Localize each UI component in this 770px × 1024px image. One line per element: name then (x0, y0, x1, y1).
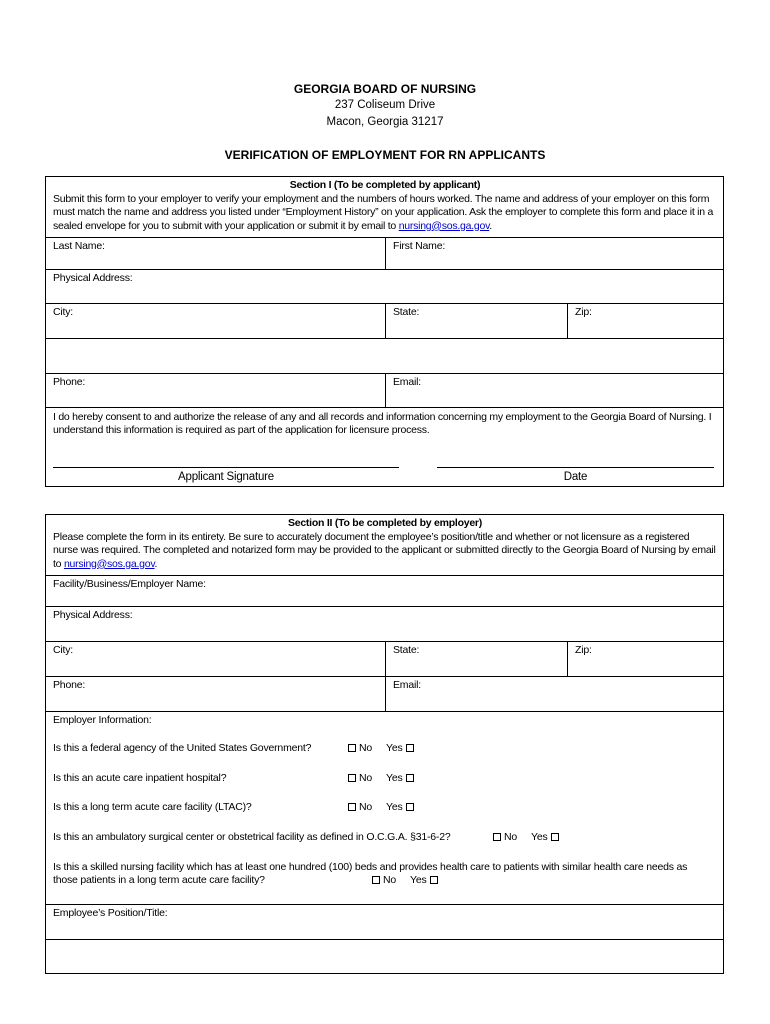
consent-row (46, 407, 723, 487)
applicant-zip-label: Zip: (575, 306, 592, 318)
employer-phone-label: Phone: (53, 679, 86, 691)
question-acute-care: Is this an acute care inpatient hospital? (53, 772, 227, 784)
acute-care-yes-checkbox[interactable] (406, 774, 414, 782)
employer-address-label: Physical Address: (53, 609, 133, 621)
question-ltac: Is this a long term acute care facility (LTAC)? (53, 801, 252, 813)
section-2-instructions-text: Please complete the form in its entirety. Be sure to accurately document the employee’s position/title and whether or not licensure as a registered nurse was required. The completed and notarized form may be provided to the applicant or submitted directly to the Georgia Board of Nursing by email to (53, 531, 716, 570)
no-label: No (383, 874, 397, 886)
section-2-email-link[interactable]: nursing@sos.ga.gov (63, 557, 155, 570)
signature-line[interactable] (53, 467, 399, 468)
no-label: No (504, 831, 518, 843)
skilled-nursing-yes-checkbox[interactable] (430, 876, 438, 884)
yes-label: Yes (386, 742, 403, 754)
applicant-city-label: City: (53, 306, 74, 318)
ambulatory-yes-checkbox[interactable] (551, 833, 559, 841)
employer-city-label: City: (53, 644, 74, 656)
question-ambulatory-surgical: Is this an ambulatory surgical center or obstetrical facility as defined in O.C.G.A. §31-6-2? (53, 831, 451, 843)
yes-label: Yes (386, 772, 403, 784)
position-title-blank-row (46, 939, 723, 974)
section-2-box (45, 514, 724, 974)
position-title-label: Employee’s Position/Title: (53, 907, 168, 919)
first-name-label: First Name: (393, 240, 446, 252)
yes-label: Yes (410, 874, 427, 886)
facility-name-label: Facility/Business/Employer Name: (53, 578, 206, 590)
question-ltac-options (345, 801, 417, 813)
employer-info-label: Employer Information: (53, 714, 152, 726)
org-name: GEORGIA BOARD OF NURSING (293, 82, 477, 96)
applicant-email-label: Email: (393, 376, 421, 388)
consent-text: I do hereby consent to and authorize the release of any and all records and information concerning my employment to the Georgia Board of Nursing. I understand this information is required as part of the application for licensure process. (53, 411, 712, 437)
employer-state-label: State: (393, 644, 420, 656)
applicant-address-row (46, 269, 723, 303)
section-1-instructions-text: Submit this form to your employer to verify your employment and the numbers of hours worked. The name and address of your employer on this form must match the name and address you listed under “Employment History” on your application. Ask the employer to complete this form and place it in a sealed envelope for you to submit with your application or submit it by email to (53, 193, 714, 232)
applicant-contact-row (46, 373, 723, 407)
applicant-address-label: Physical Address: (53, 272, 133, 284)
ltac-yes-checkbox[interactable] (406, 803, 414, 811)
no-label: No (359, 742, 373, 754)
yes-label: Yes (531, 831, 548, 843)
question-skilled-nursing-line1: Is this a skilled nursing facility which has at least one hundred (100) beds and provides health care to patients with similar health care needs as (53, 861, 688, 873)
date-line[interactable] (437, 467, 714, 468)
section-1-title: Section I (To be completed by applicant) (289, 179, 481, 191)
section-1-instructions (53, 193, 717, 233)
section-2-title: Section II (To be completed by employer) (287, 517, 482, 529)
employer-zip-label: Zip: (575, 644, 592, 656)
section-1-box (45, 176, 724, 487)
section-1-email-link[interactable]: nursing@sos.ga.gov (398, 219, 490, 232)
section-1-instructions-end: . (489, 219, 492, 232)
name-row (46, 237, 723, 269)
facility-name-row (46, 575, 723, 606)
question-skilled-nursing-line2: those patients in a long term acute care facility? (53, 874, 265, 886)
section-2-instructions (53, 531, 717, 571)
date-label: Date (563, 471, 588, 483)
org-address-line1: 237 Coliseum Drive (334, 99, 436, 111)
section-2-instructions-end: . (154, 557, 158, 570)
no-label: No (359, 772, 373, 784)
position-title-row (46, 904, 723, 939)
employer-info-row (46, 711, 723, 904)
applicant-state-label: State: (393, 306, 420, 318)
skilled-nursing-no-checkbox[interactable] (372, 876, 380, 884)
question-federal-agency-options (345, 742, 417, 754)
no-label: No (359, 801, 373, 813)
signature-label: Applicant Signature (178, 471, 274, 483)
employer-city-row (46, 641, 723, 676)
question-ambulatory-surgical-options (490, 831, 562, 843)
acute-care-no-checkbox[interactable] (348, 774, 356, 782)
form-title: VERIFICATION OF EMPLOYMENT FOR RN APPLICANTS (224, 148, 546, 162)
applicant-phone-label: Phone: (53, 376, 86, 388)
federal-agency-yes-checkbox[interactable] (406, 744, 414, 752)
question-federal-agency: Is this a federal agency of the United States Government? (53, 742, 312, 754)
question-skilled-nursing-options (369, 874, 441, 886)
federal-agency-no-checkbox[interactable] (348, 744, 356, 752)
ltac-no-checkbox[interactable] (348, 803, 356, 811)
last-name-label: Last Name: (53, 240, 105, 252)
employer-contact-row (46, 676, 723, 711)
yes-label: Yes (386, 801, 403, 813)
employer-address-row (46, 606, 723, 641)
ambulatory-no-checkbox[interactable] (493, 833, 501, 841)
applicant-blank-row (46, 338, 723, 373)
applicant-city-row (46, 303, 723, 338)
question-acute-care-options (345, 772, 417, 784)
org-address-line2: Macon, Georgia 31217 (326, 116, 444, 128)
employer-email-label: Email: (393, 679, 421, 691)
